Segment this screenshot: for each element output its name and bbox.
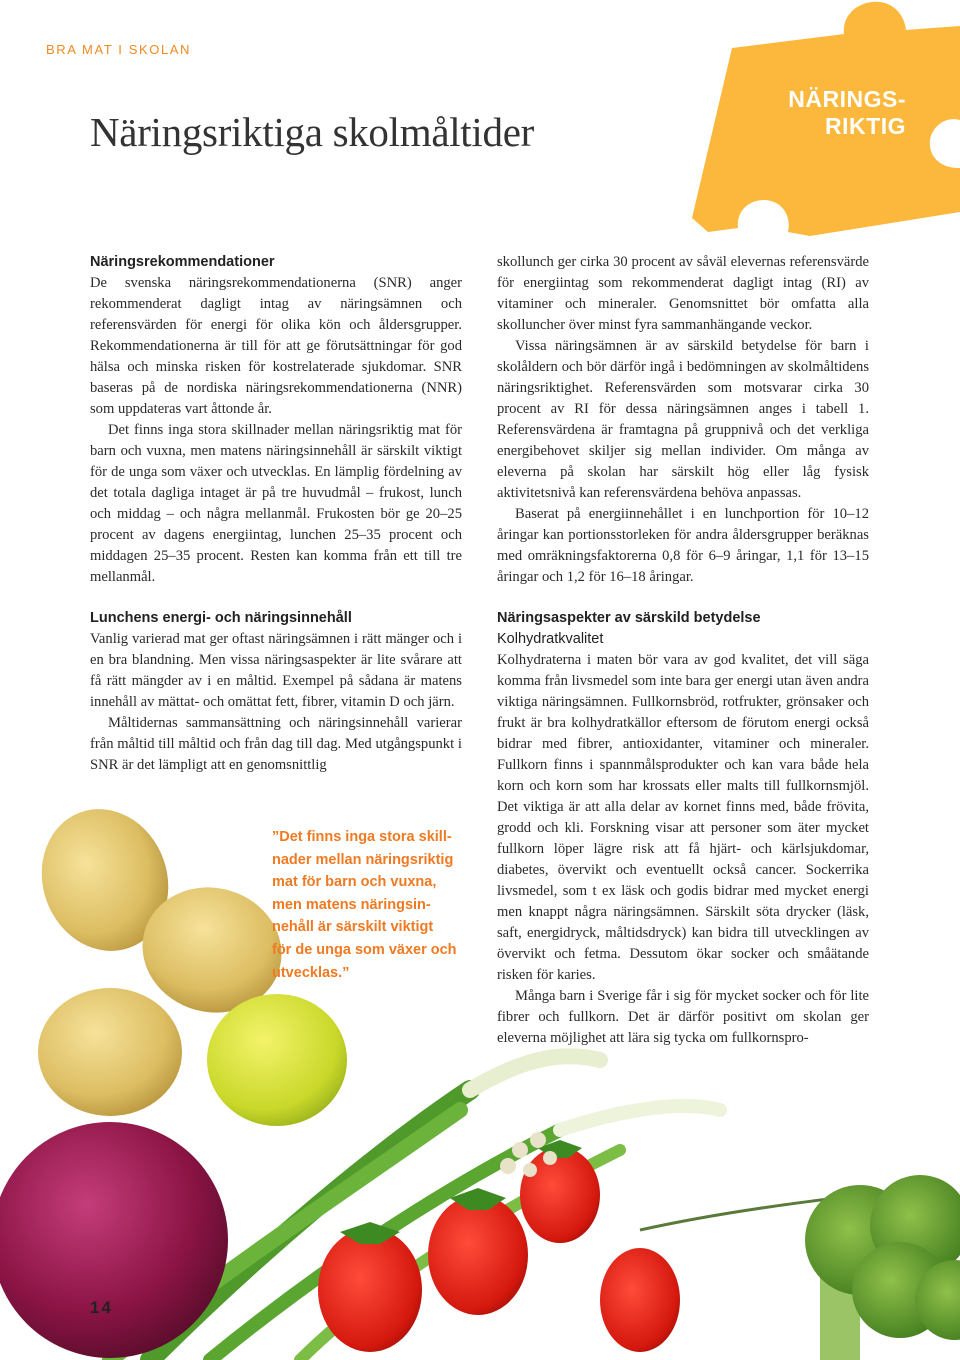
page-title: Näringsriktiga skolmåltider bbox=[90, 109, 534, 155]
right-column-top bbox=[497, 252, 869, 588]
pull-quote-line: ”Det finns inga stora skill- bbox=[272, 829, 452, 845]
section-subheading: Kolhydratkvalitet bbox=[497, 631, 604, 647]
paragraph: Kolhydraterna i maten bör vara av god kvalitet, det vill säga komma från livsmedel som inte bara ger energi utan även andra viktiga näringsämnen. Fullkornsbröd, rotfrukter, grönsaker och frukt är bra kolhydratkällor eftersom de förutom energi också bidrar med fibrer, antioxidanter, vitaminer och mineraler. Fullkorn finns i spannmålsprodukter och kan vara både hela korn och korn som har krossats eller malts till fullkornsmjöl. Det viktiga är att alla delar av kornet finns med, både frövita, grodd och kli. Forskning visar att personer som äter mycket fullkorn löper lägre risk att få hjärt- och kärlsjukdomar, diabetes, övervikt och eventuellt också cancer. Sockerrika livsmedel, som t ex läsk och godis bidrar med mycket energi men knappt några näringsämnen. Särskilt söta drycker (läsk, saft, energidryck, måltidsdryck) kan bidra till utvecklingen av övervikt och fetma. Dessutom ökar socker och småätande risken för karies. bbox=[497, 652, 869, 983]
vegetables-illustration bbox=[0, 780, 960, 1360]
pull-quote-line: men matens näringsin- bbox=[272, 896, 431, 913]
pull-quote-line: mat för barn och vuxna, bbox=[272, 874, 437, 891]
paragraph: Vissa näringsämnen är av särskild betydelse för barn i skolåldern och bör därför ingå i bedömningen av skolmåltidens näringsriktighet. Referensvärden som motsvarar cirka 30 procent av RI för dessa näringsämnen anges i tabell 1. Referensvärdena är framtagna på gruppnivå och det verkliga energibehovet skiljer sig mellan individer. Om många av eleverna på skolan har särskilt hög eller låg fysisk aktivitetsnivå kan referensvärdena behöva anpassas. bbox=[497, 338, 869, 501]
badge-label bbox=[716, 86, 906, 140]
pull-quote-line: utvecklas.” bbox=[272, 964, 350, 981]
section-header-label: BRA MAT I SKOLAN bbox=[46, 42, 192, 57]
badge-line-1: NÄRINGS- bbox=[788, 86, 906, 112]
paragraph: Vanlig varierad mat ger oftast näringsämnen i rätt mänger och i en bra blandning. Men vissa näringsaspekter är lite svårare att få rätt mängder av i en måltid. Exempel på sådana är matens innehåll av mättat- och omättat fett, fibrer, vitamin D och järn. bbox=[90, 631, 462, 710]
badge-line-2: RIKTIG bbox=[825, 113, 906, 139]
section-heading: Näringsrekommendationer bbox=[90, 254, 275, 270]
pull-quote bbox=[272, 826, 468, 984]
paragraph: skollunch ger cirka 30 procent av såväl elevernas referensvärde för energiintag som rekommenderat dagligt intag (RI) av vitaminer och mineraler. Genomsnittet bör omfatta alla skolluncher över minst fyra sammanhängande veckor. bbox=[497, 254, 869, 333]
paragraph: De svenska näringsrekommendationerna (SNR) anger rekommenderat dagligt intag av näringsämnen och referensvärden för energi för olika kön och åldersgrupper. Rekommendationerna är till för att ge förutsättningar för god hälsa och minska risken för kostrelaterade sjukdomar. SNR baseras på de nordiska näringsrekommendationerna (NNR) som uppdateras vart åttonde år. bbox=[90, 275, 462, 417]
left-column-section-2 bbox=[90, 608, 462, 776]
left-column-section-1 bbox=[90, 252, 462, 588]
section-heading: Näringsaspekter av särskild betydelse bbox=[497, 610, 761, 626]
pull-quote-line: nehåll är särskilt viktigt bbox=[272, 919, 434, 936]
pull-quote-line: nader mellan näringsriktig bbox=[272, 851, 454, 868]
paragraph: Baserat på energiinnehållet i en lunchportion för 10–12 åringar kan portionsstorleken för andra åldersgrupper beräknas med omräkningsfaktorerna 0,8 för 6–9 åringar, 1,1 för 13–15 åringar och 1,2 för 16–18 åringar. bbox=[497, 506, 869, 585]
paragraph: Det finns inga stora skillnader mellan näringsriktig mat för barn och vuxna, men matens näringsinnehåll är särskilt viktigt för de unga som växer och utvecklas. En lämplig fördelning av det totala dagliga intaget är på tre huvudmål – frukost, lunch och middag – och några mellanmål. Frukosten bör ge 20–25 procent av dagens energiintag, lunchen 25–35 procent och middagen 25–35 procent. Resten kan komma från ett till tre mellanmål. bbox=[90, 422, 462, 585]
paragraph: Många barn i Sverige får i sig för mycket socker och för lite fibrer och fullkorn. Det är därför positivt om skolan ger eleverna möjlighet att lära sig tycka om fullkornspro- bbox=[497, 988, 869, 1046]
pull-quote-line: för de unga som växer och bbox=[272, 941, 457, 958]
page-number: 14 bbox=[90, 1298, 113, 1317]
section-heading: Lunchens energi- och näringsinnehåll bbox=[90, 610, 352, 626]
paragraph: Måltidernas sammansättning och näringsinnehåll varierar från måltid till måltid och från dag till dag. Med utgångspunkt i SNR är det lämpligt att en genomsnittlig bbox=[90, 715, 462, 773]
